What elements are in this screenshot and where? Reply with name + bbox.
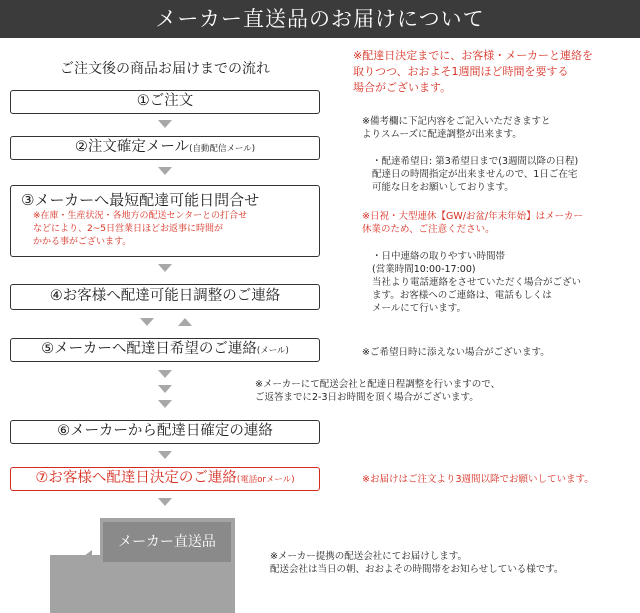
note-not-guaranteed: ※ご希望日時に添えない場合がございます。 — [362, 347, 550, 358]
step-request-date — [10, 338, 320, 362]
note-contact-time: ・日中連絡の取りやすい時間帯 (営業時間10:00-17:00) 当社より電話連絡をさせていただく場合がござい ます。お客様へのご連絡は、電話もしくは メールにて行います。 — [372, 251, 582, 314]
step-request-date-suffix: (メール) — [256, 346, 289, 356]
arrow-down-icon — [158, 498, 172, 506]
step-date-confirmed — [10, 420, 320, 444]
note-remarks: ※備考欄に下記内容をご記入いただきますと よりスムーズに配達調整が出来ます。 — [362, 116, 551, 140]
arrow-up-icon — [178, 318, 192, 326]
truck-cab — [50, 555, 105, 613]
step-notify-customer-label: ⑦お客様へ配達日決定のご連絡 — [35, 470, 237, 486]
step-inquiry-note: ※在庫・生産状況・各地方の配送センターとの打合せ などにより、2~5日営業日ほどお返事に時間が かかる事がございます。 — [33, 211, 248, 247]
step-date-confirmed-label: ⑥メーカーから配達日確定の連絡 — [57, 423, 273, 439]
arrow-down-icon — [158, 451, 172, 459]
step-confirm-mail-label: ②注文確定メール — [74, 139, 190, 155]
note-delivery-company: ※メーカー提携の配送会社にてお届けします。 配送会社は当日の朝、おおよその時間帯をお知らせしている様です。 — [270, 551, 564, 575]
step-request-date-label: ⑤メーカーへ配達日希望のご連絡 — [41, 341, 257, 357]
step-inquiry-label: ③メーカーへ最短配達可能日問合せ — [21, 191, 260, 209]
step-notify-customer-suffix: (電話orメール) — [236, 475, 295, 485]
step-confirm-mail-suffix: (自動配信メール) — [189, 144, 256, 154]
note-desired-date: ・配達希望日: 第3希望日まで(3週間以降の日程) 配達日の時間指定が出来ませんので、1日ご在宅 可能な日をお願いしております。 — [372, 156, 579, 193]
step-adjust-contact-label: ④お客様へ配達可能日調整のご連絡 — [49, 288, 281, 304]
truck-label: メーカー直送品 — [103, 522, 231, 562]
note-schedule-time: ※配達日決定までに、お客様・メーカーと連絡を 取りつつ、おおよそ1週間ほど時間を要する 場合がございます。 — [353, 49, 593, 94]
page-title: メーカー直送品のお届けについて — [155, 7, 485, 31]
page-header — [0, 0, 640, 38]
flow-title: ご注文後の商品お届けまでの流れ — [60, 61, 270, 77]
arrow-down-icon — [158, 385, 172, 393]
arrow-down-icon — [158, 400, 172, 408]
arrow-down-icon — [140, 318, 154, 326]
note-maker-adjust: ※メーカーにて配送会社と配達日程調整を行いますので、 ご返答までに2-3日お時間を頂く場合がございます。 — [255, 379, 501, 403]
arrow-down-icon — [158, 120, 172, 128]
arrow-down-icon — [158, 370, 172, 378]
note-holidays: ※日祝・大型連休【GW/お盆/年末年始】はメーカー 休業のため、ご注意ください。 — [362, 211, 583, 235]
step-notify-customer — [10, 467, 320, 491]
step-adjust-contact — [10, 284, 320, 310]
step-order-label: ①ご注文 — [136, 93, 194, 109]
step-inquiry — [10, 185, 320, 257]
note-delivery-weeks: ※お届けはご注文より3週間以降でお願いしています。 — [362, 474, 594, 485]
arrow-down-icon — [158, 167, 172, 175]
step-order — [10, 90, 320, 114]
step-confirm-mail — [10, 136, 320, 160]
arrow-down-icon — [158, 264, 172, 272]
